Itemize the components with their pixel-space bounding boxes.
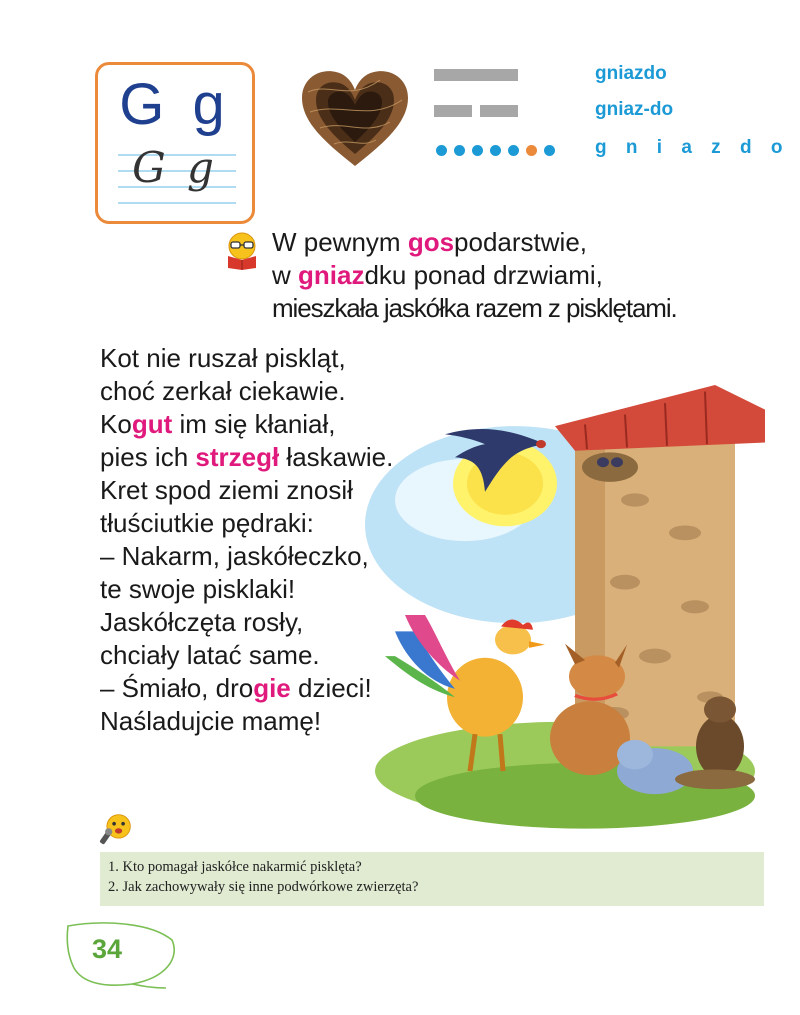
nest-image [290, 62, 420, 172]
line-text: – Nakarm, jaskółeczko, [100, 541, 369, 571]
letter-dots [436, 143, 562, 161]
line-text: Naśladujcie mamę! [100, 706, 322, 736]
letter-dot [436, 145, 447, 156]
line-text: – Śmiało, dro [100, 673, 254, 703]
letter-dot [544, 145, 555, 156]
highlighted-syllable: gut [131, 409, 173, 439]
intro-line [272, 292, 677, 325]
line-text: mieszkała jaskółka razem z pisklętami. [272, 293, 677, 323]
poem-line [100, 606, 393, 639]
line-text: W pewnym [272, 227, 408, 257]
letter-card [95, 62, 255, 224]
intro-line [272, 226, 677, 259]
poem-line [100, 573, 393, 606]
word-syllables: gniaz-do [595, 99, 674, 120]
poem-line [100, 375, 393, 408]
highlighted-syllable: gos [407, 227, 455, 257]
highlighted-syllable: gie [253, 673, 291, 703]
line-text: łaskawie. [279, 442, 394, 472]
question-1: 1. Kto pomagał jaskółce nakarmić pisklęta? [108, 859, 362, 875]
letter-dot [472, 145, 483, 156]
word-full: gniazdo [595, 63, 667, 84]
letter-dot [454, 145, 465, 156]
word-bar [434, 69, 518, 81]
poem-line [100, 540, 393, 573]
poem-line [100, 408, 393, 441]
line-text: Kot nie ruszał piskląt, [100, 343, 346, 373]
highlighted-syllable: gniaz [298, 260, 365, 290]
line-text: Jaskółczęta rosły, [100, 607, 304, 637]
letter-dot [508, 145, 519, 156]
line-text: chciały latać same. [100, 640, 320, 670]
line-text: te swoje pisklaki! [100, 574, 296, 604]
poem-line [100, 639, 393, 672]
poem-line [100, 474, 393, 507]
intro-lines [272, 226, 677, 325]
poem-line [100, 507, 393, 540]
line-text: tłuściutkie pędraki: [100, 508, 314, 538]
line-text: Kret spod ziemi znosił [100, 475, 353, 505]
line-text: choć zerkał ciekawie. [100, 376, 346, 406]
question-2: 2. Jak zachowywały się inne podwórkowe zwierzęta? [108, 879, 419, 895]
syllable-bar-1 [434, 105, 472, 117]
farm-illustration [365, 385, 765, 845]
reading-smiley-icon [222, 230, 262, 270]
poem-line [100, 705, 393, 738]
microphone-smiley-icon [96, 812, 134, 848]
letter-script: G g [132, 143, 218, 192]
line-text: Ko [100, 409, 132, 439]
syllable-bar-2 [480, 105, 518, 117]
line-text: pies ich [100, 442, 196, 472]
questions-box [100, 852, 764, 906]
letter-print: G g [119, 72, 231, 137]
highlighted-syllable: strzegł [195, 442, 280, 472]
word-letters: g n i a z d o [595, 137, 790, 158]
line-text: w [272, 260, 298, 290]
line-text: podarstwie, [454, 227, 588, 257]
poem-line [100, 342, 393, 375]
page-number: 34 [92, 934, 123, 964]
line-text: im się kłaniał, [172, 409, 336, 439]
intro-line [272, 259, 677, 292]
letter-dot [490, 145, 501, 156]
line-text: dzieci! [290, 673, 372, 703]
poem-line [100, 441, 393, 474]
poem-lines [100, 342, 393, 738]
poem-line [100, 672, 393, 705]
letter-dot [526, 145, 537, 156]
line-text: dku ponad drzwiami, [364, 260, 603, 290]
